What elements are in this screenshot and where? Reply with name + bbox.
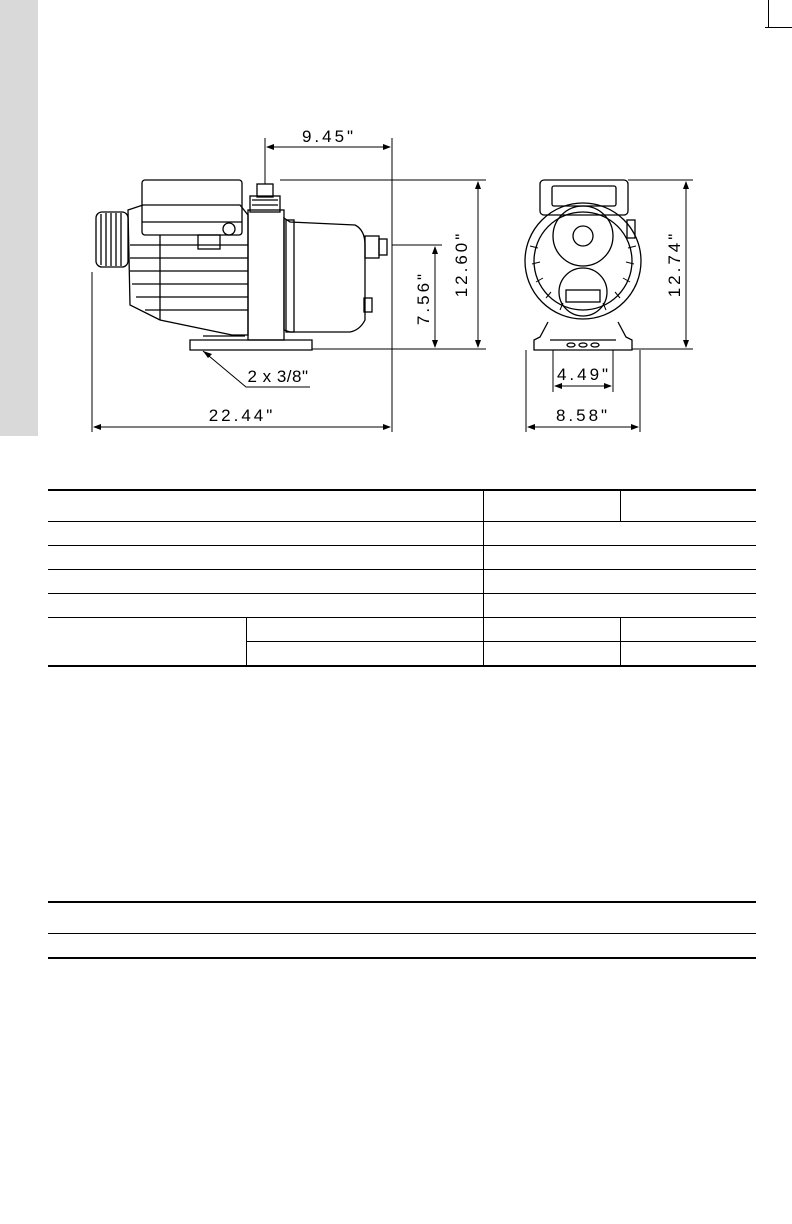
pump-side-view-drawing xyxy=(96,180,387,350)
dim-overall-length: 22.44" xyxy=(208,406,276,425)
notes-table xyxy=(48,901,756,959)
dim-height-pump: 12.60" xyxy=(452,230,471,298)
dim-overall-width: 8.58" xyxy=(555,406,611,425)
dimension-drawing xyxy=(0,0,792,470)
dim-mount-holes: 2 x 3/8" xyxy=(247,367,309,386)
dim-pump-length: 9.45" xyxy=(301,127,357,146)
pump-front-view-drawing xyxy=(525,180,641,350)
dim-base-width: 4.49" xyxy=(556,365,612,384)
dim-inlet-height: 7.56" xyxy=(414,270,433,326)
dim-height-front: 12.74" xyxy=(665,230,684,298)
spec-table xyxy=(48,489,756,667)
